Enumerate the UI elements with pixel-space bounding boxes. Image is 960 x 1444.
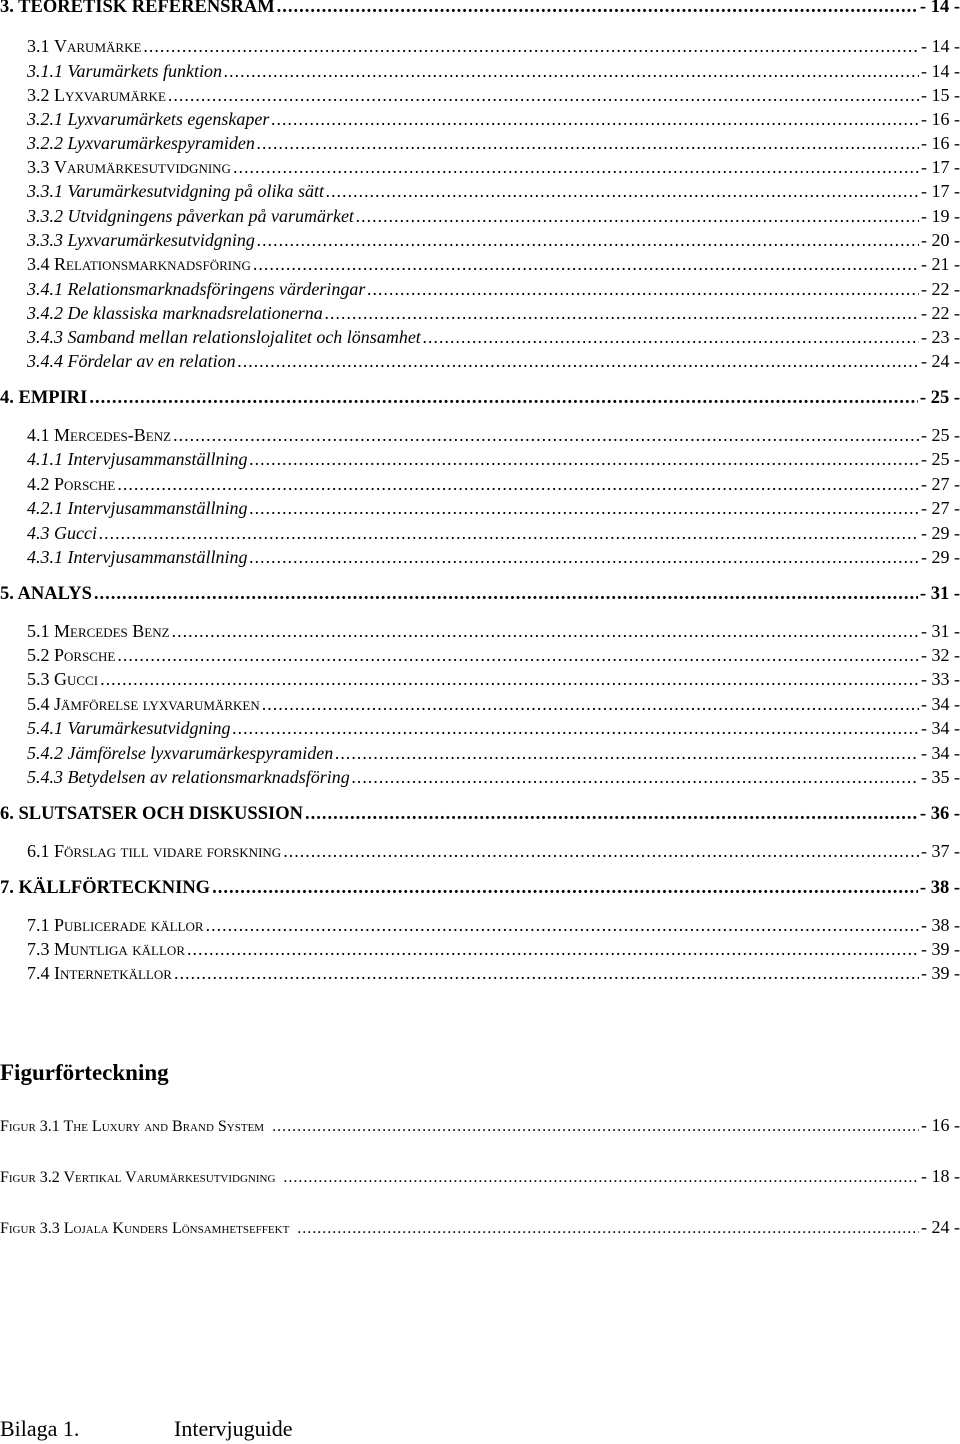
- toc-entry-title: Varumärkesutvidgning på olika sätt: [67, 181, 324, 201]
- toc-leader-dots: [143, 35, 919, 57]
- toc-entry-text: [27, 766, 350, 788]
- toc-entry[interactable]: [27, 350, 960, 372]
- toc-entry-number: 3.2.2: [27, 133, 63, 153]
- toc-entry-text: [27, 180, 324, 202]
- toc-entry-text: [27, 938, 185, 960]
- toc-page-number: - 34 -: [921, 743, 960, 763]
- toc-entry-text: [27, 497, 248, 519]
- toc-entry-title: Mercedes Benz: [54, 621, 170, 641]
- toc-page-number: - 21 -: [921, 254, 960, 274]
- toc-entry-number: 3.1: [27, 36, 50, 56]
- toc-entry-number: 5.4.2: [27, 743, 63, 763]
- toc-page-number: - 33 -: [921, 669, 960, 689]
- toc-page-number: - 17 -: [921, 181, 960, 201]
- toc-entry-number: 3.4.1: [27, 279, 63, 299]
- toc-entry-text: [27, 717, 230, 739]
- toc-page-number: - 22 -: [921, 279, 960, 299]
- toc-entry[interactable]: [27, 620, 960, 642]
- toc-entry-title: Lyxvarumärkesutvidgning: [67, 230, 255, 250]
- toc-entry-number: 5.: [0, 584, 14, 604]
- toc-page-number: - 19 -: [921, 206, 960, 226]
- toc-page-number: - 39 -: [921, 963, 960, 983]
- toc-entry[interactable]: [0, 803, 960, 825]
- toc-page-number: - 20 -: [921, 230, 960, 250]
- toc-leader-dots: [117, 473, 919, 495]
- toc-leader-dots: [206, 914, 919, 936]
- toc-leader-dots: [168, 84, 919, 106]
- toc-leader-dots: [174, 962, 919, 984]
- toc-page-number: - 25 -: [919, 388, 960, 408]
- toc-entry-title: Intervjusammanställning: [67, 547, 248, 567]
- toc-leader-dots: [250, 497, 920, 519]
- toc-entry-title: Gucci: [54, 523, 97, 543]
- toc-entry-number: 7.1: [27, 915, 50, 935]
- toc-leader-dots: [172, 620, 919, 642]
- toc-page-number: - 37 -: [921, 841, 960, 861]
- toc-entry[interactable]: [27, 962, 960, 984]
- toc-entry-text: [0, 803, 303, 825]
- toc-entry-text: [27, 424, 171, 446]
- toc-entry-number: 4.: [0, 388, 14, 408]
- toc-entry-title: ANALYS: [17, 584, 92, 604]
- toc-entry-text: [27, 132, 255, 154]
- toc-page-number: - 27 -: [921, 498, 960, 518]
- figure-entry[interactable]: [0, 1114, 960, 1138]
- figure-leader-dots: [297, 1218, 919, 1240]
- figure-entry-title: Figur 3.3 Lojala Kunders Lönsamhetseffekt: [0, 1220, 290, 1237]
- toc-entry[interactable]: [27, 278, 960, 300]
- toc-leader-dots: [187, 938, 919, 960]
- toc-entry-number: 4.3.1: [27, 547, 63, 567]
- toc-entry[interactable]: [27, 180, 960, 202]
- toc-entry-title: KÄLLFÖRTECKNING: [18, 878, 211, 898]
- toc-page-number: - 34 -: [921, 694, 960, 714]
- toc-entry-text: [27, 914, 204, 936]
- toc-entry-text: [0, 0, 275, 18]
- toc-entry-title: Varumärkesutvidgning: [54, 157, 231, 177]
- toc-page-number: - 27 -: [921, 474, 960, 494]
- toc-entry-number: 6.: [0, 804, 14, 824]
- toc-leader-dots: [423, 326, 919, 348]
- toc-entry-title: Internetkällor: [54, 963, 172, 983]
- toc-entry-text: [27, 302, 323, 324]
- toc-entry-text: [27, 326, 421, 348]
- toc-entry-text: [27, 668, 98, 690]
- toc-entry-text: [0, 583, 92, 605]
- appendix-label: Bilaga 1.: [0, 1416, 80, 1441]
- toc-entry-number: 3.3.1: [27, 181, 63, 201]
- toc-page-number: - 38 -: [921, 915, 960, 935]
- figure-entry-title: Figur 3.2 Vertikal Varumärkesutvidgning: [0, 1169, 276, 1186]
- toc-entry-number: 5.2: [27, 645, 50, 665]
- toc-entry[interactable]: [27, 156, 960, 178]
- toc-entry-text: [27, 84, 166, 106]
- toc-entry-text: [27, 253, 251, 275]
- toc-entry[interactable]: [27, 205, 960, 227]
- toc-entry[interactable]: [27, 253, 960, 275]
- toc-entry-title: Varumärkets funktion: [67, 61, 222, 81]
- toc-entry-title: Varumärke: [54, 36, 142, 56]
- toc-entry-title: Fördelar av en relation: [67, 351, 236, 371]
- toc-entry[interactable]: [27, 717, 960, 739]
- toc-entry-title: Gucci: [54, 669, 99, 689]
- toc-entry-text: [27, 448, 248, 470]
- toc-leader-dots: [257, 132, 919, 154]
- toc-leader-dots: [335, 742, 919, 764]
- toc-entry-number: 7.: [0, 878, 14, 898]
- toc-entry-number: 4.3: [27, 523, 50, 543]
- toc-entry-number: 4.2.1: [27, 498, 63, 518]
- toc-page-number: - 16 -: [921, 109, 960, 129]
- toc-entry[interactable]: [27, 60, 960, 82]
- toc-page-number: - 15 -: [921, 85, 960, 105]
- toc-entry-text: [0, 877, 210, 899]
- toc-entry[interactable]: [27, 914, 960, 936]
- toc-entry[interactable]: [27, 668, 960, 690]
- toc-page-number: - 25 -: [921, 449, 960, 469]
- toc-entry-title: Muntliga källor: [54, 939, 185, 959]
- toc-entry[interactable]: [27, 840, 960, 862]
- toc-leader-dots: [356, 205, 919, 227]
- toc-entry[interactable]: [0, 583, 960, 605]
- toc-entry-text: [27, 742, 333, 764]
- toc-leader-dots: [277, 0, 918, 18]
- toc-entry-number: 3.4: [27, 254, 50, 274]
- toc-entry[interactable]: [27, 132, 960, 154]
- toc-entry[interactable]: [27, 108, 960, 130]
- toc-entry-text: [27, 108, 269, 130]
- toc-entry-number: 3.2.1: [27, 109, 63, 129]
- toc-entry-number: 3.3: [27, 157, 50, 177]
- toc-leader-dots: [262, 693, 919, 715]
- toc-entry-title: Intervjusammanställning: [67, 449, 248, 469]
- figure-entry-title: Figur 3.1 The Luxury and Brand System: [0, 1118, 265, 1135]
- toc-page-number: - 31 -: [919, 584, 960, 604]
- toc-entry[interactable]: [0, 387, 960, 409]
- toc-entry[interactable]: [27, 229, 960, 251]
- appendix-title: Intervjuguide: [174, 1416, 293, 1441]
- toc-entry-number: 5.4.1: [27, 718, 63, 738]
- toc-entry-number: 3.1.1: [27, 61, 63, 81]
- toc-entry-title: Relationsmarknadsföring: [54, 254, 251, 274]
- toc-leader-dots: [94, 583, 918, 605]
- toc-page-number: - 34 -: [921, 718, 960, 738]
- toc-entry-title: Mercedes-Benz: [54, 425, 172, 445]
- toc-entry[interactable]: [27, 448, 960, 470]
- toc-entry-text: [27, 693, 260, 715]
- figure-leader-dots: [272, 1116, 919, 1138]
- toc-entry-title: Förslag till vidare forskning: [54, 841, 282, 861]
- toc-leader-dots: [305, 803, 918, 825]
- figure-page-number: - 18 -: [921, 1166, 960, 1186]
- toc-entry-text: [27, 60, 222, 82]
- toc-entry-title: Relationsmarknadsföringens värderingar: [67, 279, 366, 299]
- toc-leader-dots: [212, 877, 918, 899]
- toc-entry[interactable]: [27, 84, 960, 106]
- toc-entry-title: Jämförelse lyxvarumärken: [54, 694, 260, 714]
- toc-entry[interactable]: [27, 473, 960, 495]
- toc-page-number: - 24 -: [921, 351, 960, 371]
- toc-page-number: - 23 -: [921, 327, 960, 347]
- toc-entry-number: 3.3.2: [27, 206, 63, 226]
- toc-entry-title: Jämförelse lyxvarumärkespyramiden: [67, 743, 334, 763]
- toc-page-number: - 36 -: [919, 804, 960, 824]
- toc-page-number: - 14 -: [919, 0, 960, 17]
- toc-leader-dots: [352, 766, 919, 788]
- toc-page-number: - 22 -: [921, 303, 960, 323]
- toc-entry-text: [27, 620, 170, 642]
- toc-entry-text: [27, 473, 115, 495]
- figures-heading: Figurförteckning: [0, 1060, 169, 1085]
- toc-entry-number: 4.2: [27, 474, 50, 494]
- toc-leader-dots: [232, 717, 919, 739]
- toc-entry-number: 4.1: [27, 425, 50, 445]
- toc-entry-title: Utvidgningens påverkan på varumärket: [67, 206, 354, 226]
- toc-entry-number: 6.1: [27, 841, 50, 861]
- toc-leader-dots: [238, 350, 919, 372]
- toc-entry-title: Lyxvarumärkespyramiden: [67, 133, 255, 153]
- toc-leader-dots: [89, 387, 918, 409]
- toc-entry-number: 5.4.3: [27, 767, 63, 787]
- toc-entry-text: [0, 387, 87, 409]
- toc-entry[interactable]: [27, 742, 960, 764]
- toc-page-number: - 29 -: [921, 523, 960, 543]
- toc-page-number: - 17 -: [921, 157, 960, 177]
- toc-entry[interactable]: [0, 0, 960, 18]
- toc-entry-number: 5.1: [27, 621, 50, 641]
- toc-entry-title: Lyxvarumärke: [54, 85, 166, 105]
- toc-entry-title: TEORETISK REFERENSRAM: [18, 0, 275, 17]
- toc-entry-text: [27, 278, 365, 300]
- toc-entry[interactable]: [27, 644, 960, 666]
- toc-page-number: - 32 -: [921, 645, 960, 665]
- toc-entry-number: 3.3.3: [27, 230, 63, 250]
- figure-entry[interactable]: [0, 1165, 960, 1189]
- toc-entry-title: EMPIRI: [18, 388, 88, 408]
- toc-entry-number: 3.4.4: [27, 351, 63, 371]
- toc-entry[interactable]: [27, 497, 960, 519]
- toc-entry[interactable]: [27, 424, 960, 446]
- toc-entry-text: [27, 350, 236, 372]
- toc-entry[interactable]: [27, 302, 960, 324]
- toc-entry-text: [27, 962, 172, 984]
- toc-leader-dots: [271, 108, 919, 130]
- toc-page-number: - 16 -: [921, 133, 960, 153]
- toc-entry-text: [27, 840, 281, 862]
- toc-entry-title: Porsche: [54, 474, 116, 494]
- toc-page-number: - 31 -: [921, 621, 960, 641]
- toc-page-number: - 35 -: [921, 767, 960, 787]
- toc-entry-text: [27, 644, 115, 666]
- toc-entry[interactable]: [27, 693, 960, 715]
- toc-leader-dots: [325, 302, 919, 324]
- toc-entry-text: [27, 35, 141, 57]
- toc-entry[interactable]: [27, 35, 960, 57]
- toc-entry-title: Intervjusammanställning: [67, 498, 248, 518]
- toc-entry-text: [27, 229, 255, 251]
- toc-entry-title: Publicerade källor: [54, 915, 204, 935]
- toc-entry-number: 7.3: [27, 939, 50, 959]
- toc-leader-dots: [253, 253, 919, 275]
- toc-entry-title: De klassiska marknadsrelationerna: [67, 303, 323, 323]
- toc-page-number: - 14 -: [921, 36, 960, 56]
- toc-entry-number: 3.2: [27, 85, 50, 105]
- toc-entry-text: [27, 156, 231, 178]
- toc-page-number: - 25 -: [921, 425, 960, 445]
- toc-leader-dots: [173, 424, 919, 446]
- toc-entry-title: Betydelsen av relationsmarknadsföring: [67, 767, 350, 787]
- toc-leader-dots: [100, 668, 919, 690]
- toc-entry-title: Samband mellan relationslojalitet och lönsamhet: [67, 327, 421, 347]
- toc-page-number: - 38 -: [919, 878, 960, 898]
- toc-leader-dots: [233, 156, 919, 178]
- toc-entry-number: 3.: [0, 0, 14, 17]
- toc-leader-dots: [257, 229, 919, 251]
- toc-leader-dots: [224, 60, 919, 82]
- toc-entry[interactable]: [27, 938, 960, 960]
- toc-entry-text: [27, 205, 354, 227]
- toc-entry[interactable]: [27, 326, 960, 348]
- toc-leader-dots: [367, 278, 919, 300]
- toc-entry[interactable]: [0, 877, 960, 899]
- toc-entry-text: [27, 522, 97, 544]
- toc-entry-number: 3.4.3: [27, 327, 63, 347]
- toc-leader-dots: [250, 448, 920, 470]
- toc-entry[interactable]: [27, 766, 960, 788]
- toc-entry-number: 4.1.1: [27, 449, 63, 469]
- toc-leader-dots: [117, 644, 919, 666]
- toc-entry-number: 7.4: [27, 963, 50, 983]
- figure-page-number: - 16 -: [921, 1115, 960, 1135]
- figure-leader-dots: [283, 1167, 919, 1189]
- figure-entry[interactable]: [0, 1216, 960, 1240]
- toc-entry-text: [27, 546, 248, 568]
- toc-entry-title: Lyxvarumärkets egenskaper: [67, 109, 270, 129]
- figure-page-number: - 24 -: [921, 1217, 960, 1237]
- toc-page-number: - 39 -: [921, 939, 960, 959]
- toc-entry[interactable]: [27, 546, 960, 568]
- toc-entry-number: 5.4: [27, 694, 50, 714]
- toc-entry[interactable]: [27, 522, 960, 544]
- toc-entry-number: 3.4.2: [27, 303, 63, 323]
- toc-leader-dots: [250, 546, 920, 568]
- toc-entry-number: 5.3: [27, 669, 50, 689]
- toc-page-number: - 14 -: [921, 61, 960, 81]
- toc-leader-dots: [326, 180, 919, 202]
- toc-entry-title: Varumärkesutvidgning: [67, 718, 231, 738]
- toc-leader-dots: [283, 840, 919, 862]
- toc-entry-title: Porsche: [54, 645, 116, 665]
- toc-entry-title: SLUTSATSER OCH DISKUSSION: [18, 804, 303, 824]
- toc-page-number: - 29 -: [921, 547, 960, 567]
- toc-leader-dots: [99, 522, 919, 544]
